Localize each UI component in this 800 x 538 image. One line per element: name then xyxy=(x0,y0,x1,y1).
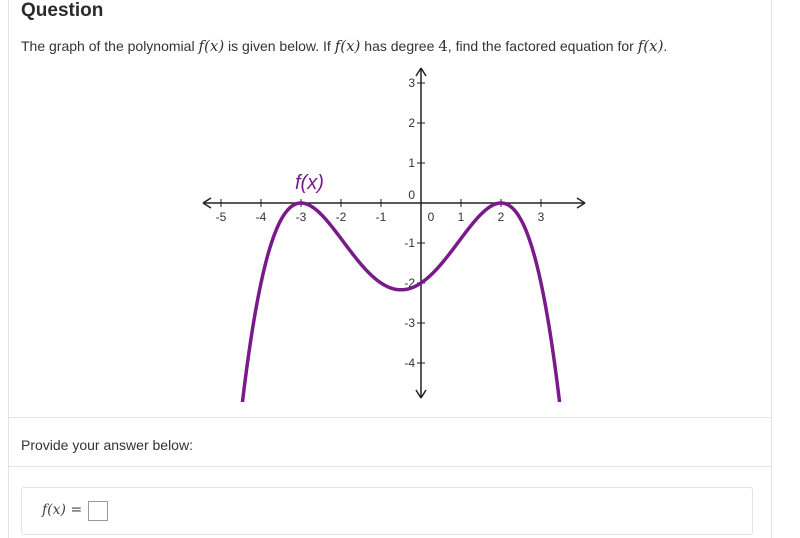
y-tick-label: -3 xyxy=(404,316,415,330)
y-tick-label: 2 xyxy=(408,116,415,130)
y-tick-label: 0 xyxy=(408,188,415,202)
question-card xyxy=(8,0,772,538)
y-tick-label: -4 xyxy=(404,356,415,370)
x-tick-label: -2 xyxy=(335,210,347,224)
polynomial-graph xyxy=(9,60,771,416)
divider xyxy=(9,466,771,467)
math-f-of-x: f(x) xyxy=(637,37,664,55)
curve-label: f(x) xyxy=(295,172,324,194)
math-degree: 4 xyxy=(438,37,448,55)
polynomial-curve xyxy=(237,203,565,416)
curve-layer xyxy=(237,203,565,416)
tick-marks xyxy=(216,76,545,370)
x-tick-label: 0 xyxy=(427,210,435,224)
x-tick-label: -5 xyxy=(215,210,227,224)
answer-input[interactable] xyxy=(88,501,108,521)
answer-label: f(x) = xyxy=(42,502,83,518)
question-text-part: has degree xyxy=(360,38,439,54)
question-text-part: . xyxy=(663,38,668,54)
question-text-part: is given below. If xyxy=(224,38,335,54)
math-f-of-x: f(x) xyxy=(198,37,225,55)
x-tick-label: -3 xyxy=(295,210,307,224)
y-tick-label: 3 xyxy=(408,76,415,90)
graph-svg xyxy=(9,60,771,416)
math-f-of-x: f(x) xyxy=(334,37,361,55)
x-tick-label: -1 xyxy=(375,210,387,224)
answer-box xyxy=(21,487,753,535)
x-tick-label: 2 xyxy=(497,210,505,224)
answer-prompt: Provide your answer below: xyxy=(21,437,193,453)
question-text xyxy=(21,37,667,55)
question-header: Question xyxy=(21,0,104,21)
x-tick-label: 1 xyxy=(457,210,465,224)
y-tick-label: -1 xyxy=(404,236,415,250)
question-text-part: , find the factored equation for xyxy=(447,38,638,54)
question-text-part: The graph of the polynomial xyxy=(21,38,199,54)
divider xyxy=(9,417,771,418)
x-tick-label: -4 xyxy=(255,210,267,224)
x-tick-label: 3 xyxy=(537,210,545,224)
y-tick-label: 1 xyxy=(408,156,415,170)
y-tick-label: -2 xyxy=(404,276,415,290)
